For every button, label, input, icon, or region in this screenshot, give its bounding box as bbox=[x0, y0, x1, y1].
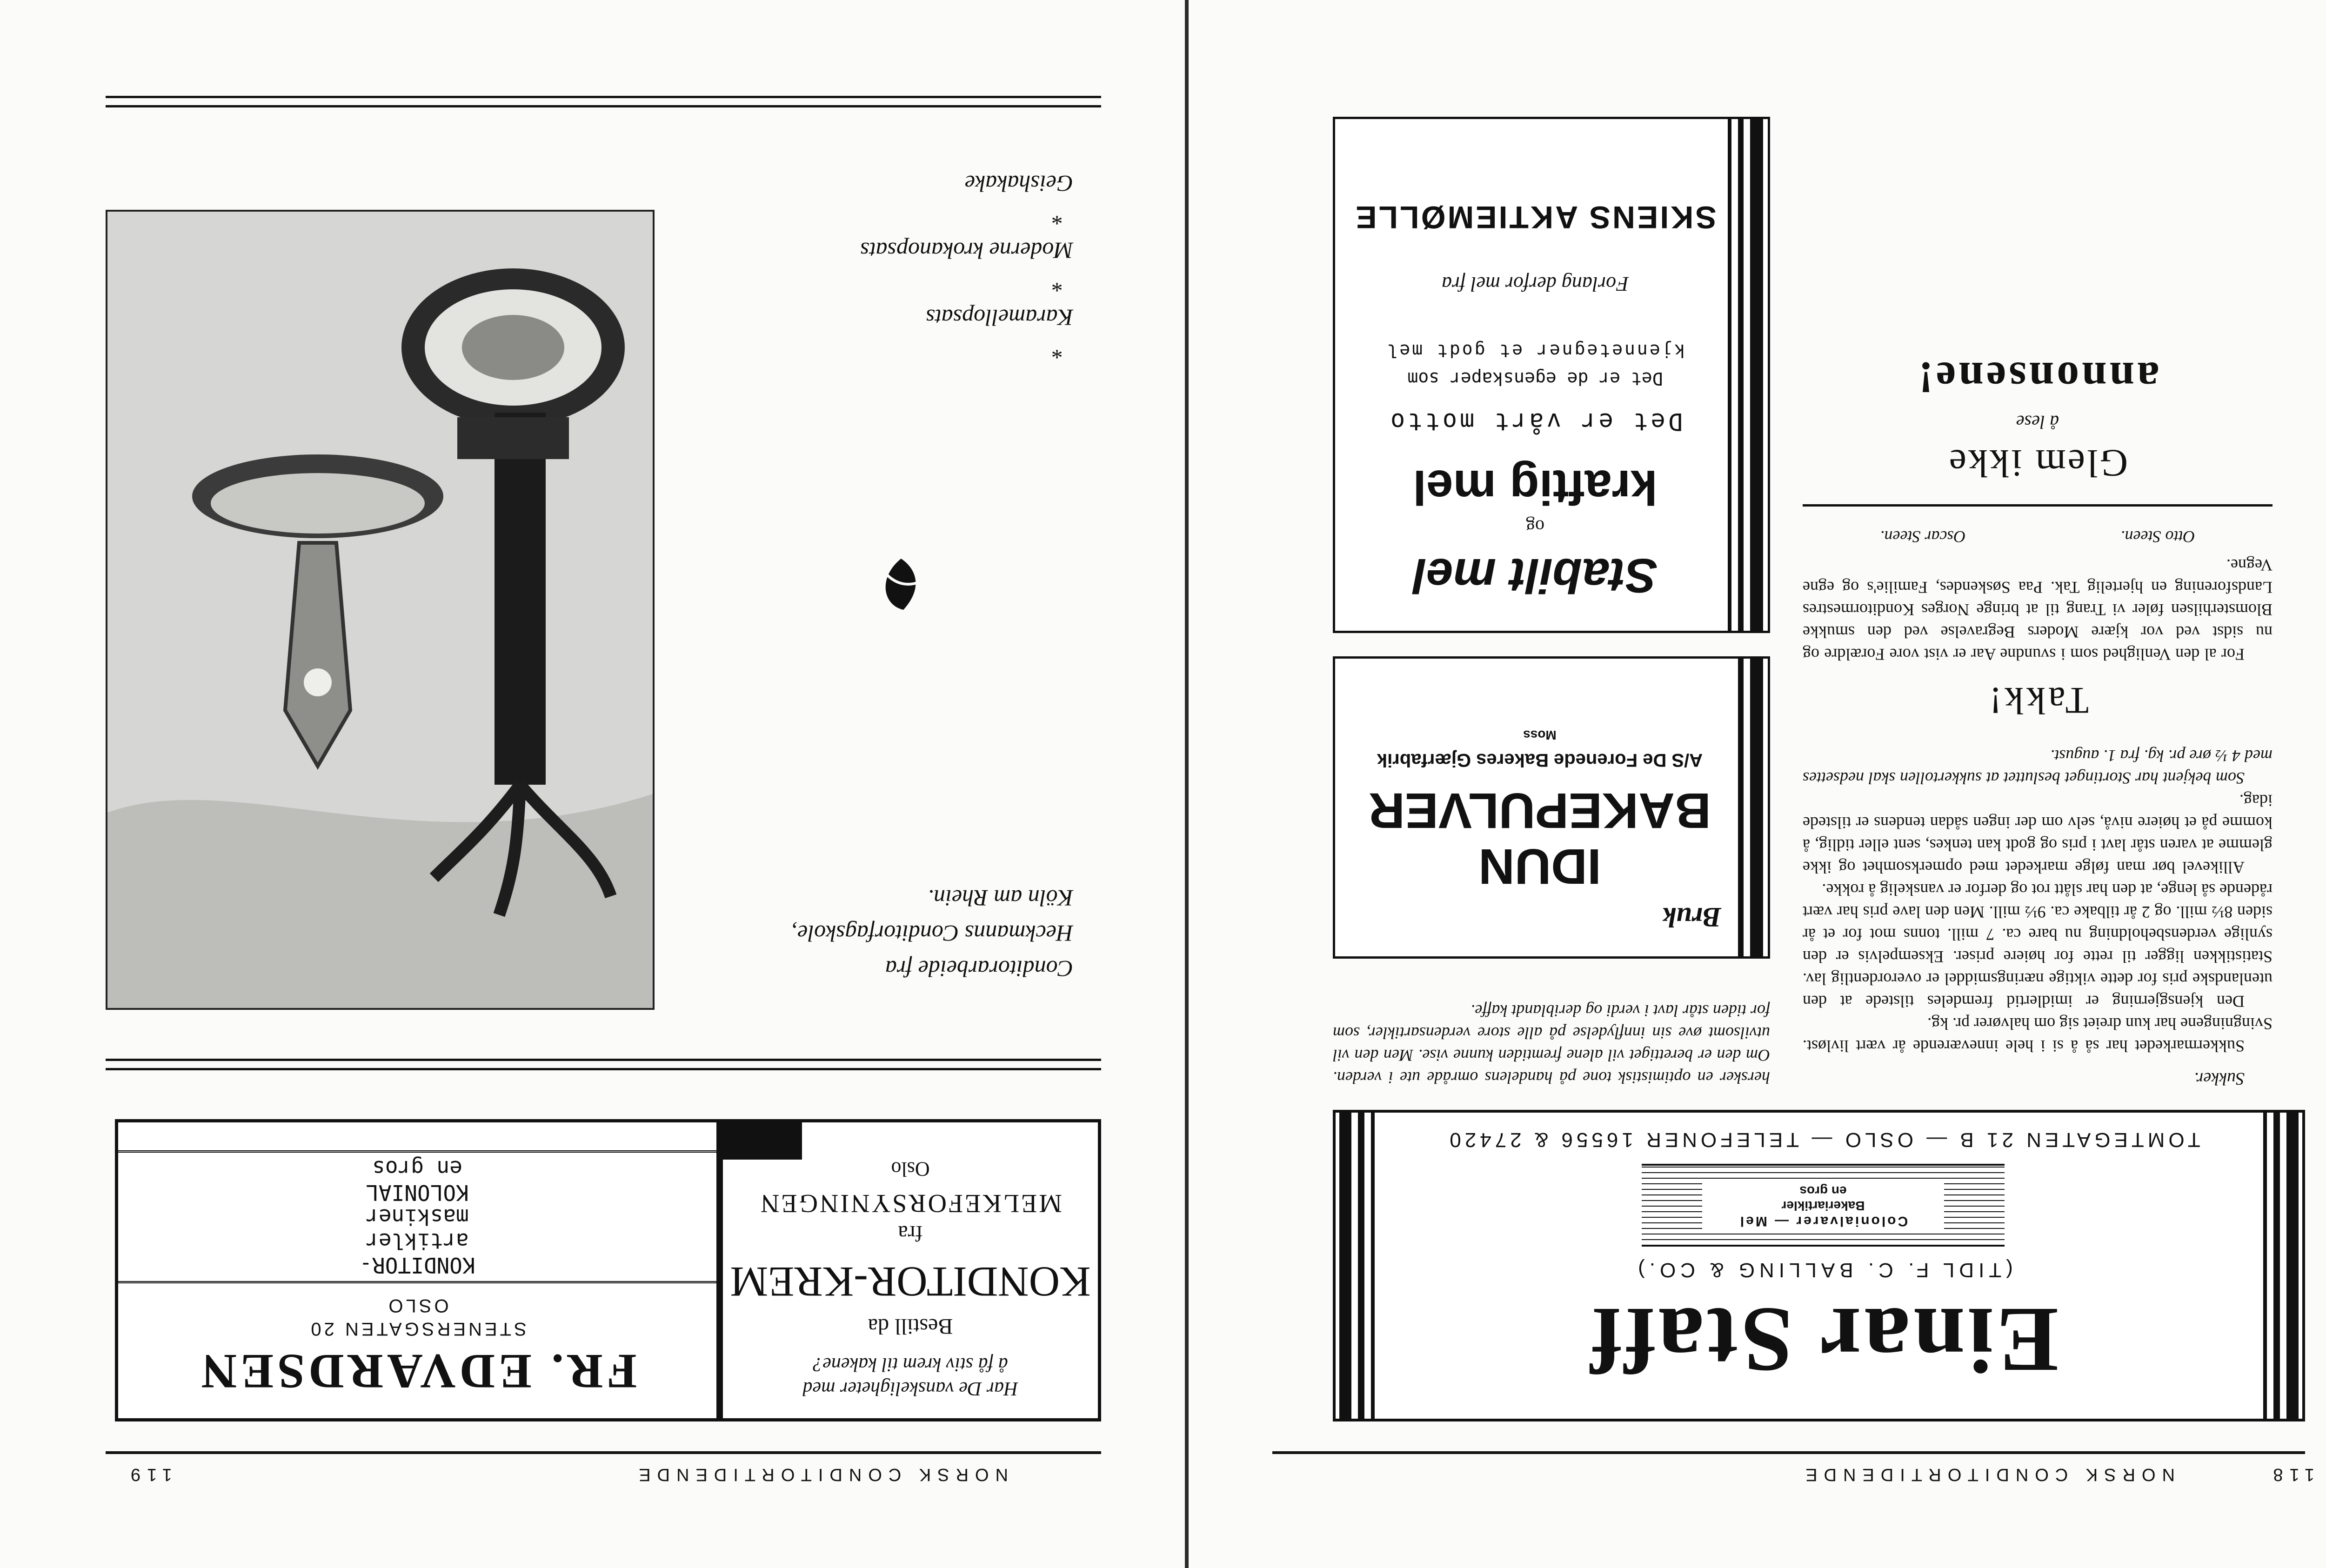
staff-ad-right-bars bbox=[1339, 1113, 1375, 1419]
glem-ikke-line2: å lese bbox=[2016, 412, 2059, 433]
item-karamellopsats: Karamellopsats bbox=[926, 305, 1073, 331]
takk-title: Takk! bbox=[1986, 680, 2089, 722]
goods-line: maskiner bbox=[366, 1204, 469, 1229]
page-number: 119 bbox=[124, 1465, 172, 1484]
krem-supplier: MELKEFORSYNINGEN bbox=[759, 1189, 1062, 1218]
column-divider bbox=[1803, 504, 2273, 507]
decorative-leaf-icon bbox=[873, 554, 934, 614]
photo-items bbox=[720, 167, 1073, 368]
skiens-line1: Stabilt mel bbox=[1413, 548, 1658, 602]
left-column bbox=[1803, 352, 2273, 1089]
edvardsen-city: OSLO bbox=[386, 1295, 449, 1316]
running-header bbox=[1384, 1464, 2314, 1484]
caption-line: Heckmanns Conditorfagskole, bbox=[791, 921, 1073, 947]
idun-ad bbox=[1333, 656, 1770, 959]
idun-brand: IDUN bbox=[1478, 839, 1601, 895]
photo-illustration bbox=[107, 212, 653, 1008]
sukker-paragraph: Allikevel bør man følge markedet med opmerksomhet og ikke glemme at varen står lavt i pris og godt kan tenkes, sent eller tidlig, å komme på et høiere nivå, selv om der ingen sådan tendens er tilstede idag. bbox=[1803, 791, 2273, 877]
staff-former-name: (TIDL F. C. BALLING & CO.) bbox=[1633, 1259, 2013, 1281]
idun-product: BAKEPULVER bbox=[1368, 783, 1711, 839]
caption-line: Köln am Rhein. bbox=[928, 885, 1073, 911]
krem-question2: å få stiv krem til kakene? bbox=[813, 1354, 1008, 1375]
krem-question1: Har De vanskeligheter med bbox=[802, 1378, 1018, 1399]
staff-goods-banner bbox=[1642, 1164, 2005, 1247]
item-geishakake: Geishakake bbox=[964, 171, 1073, 197]
edvardsen-name: FR. EDVARDSEN bbox=[197, 1344, 637, 1399]
krem-fra: fra bbox=[898, 1221, 923, 1246]
krem-corner-block bbox=[723, 1122, 802, 1160]
idun-city: Moss bbox=[1523, 728, 1557, 742]
edvardsen-ad bbox=[115, 1119, 720, 1421]
running-header bbox=[124, 1464, 1008, 1484]
skiens-ad-bars bbox=[1728, 119, 1763, 631]
skiens-ad bbox=[1333, 117, 1770, 633]
staff-goods-line2: Bakeriartikler bbox=[1781, 1199, 1865, 1213]
idun-ad-bars bbox=[1738, 659, 1763, 956]
takk-signatures bbox=[1803, 527, 2273, 547]
sukker-paragraph: Som bekjent har Stortinget besluttet at sukkertollen skal nedsettes med 4 ½ øre pr. kg. fra 1. august. bbox=[1803, 747, 2273, 787]
item-krokanopsats: Moderne krokanopsats bbox=[860, 238, 1073, 264]
sukker-article bbox=[1803, 745, 2273, 1057]
staff-ad-left-bars bbox=[2263, 1113, 2299, 1419]
krem-product: KONDITOR-KREM bbox=[730, 1258, 1091, 1306]
sukker-paragraph: Den kjensgjerning er imidlertid fremdeles tilstede at den utenlandske pris for dette viktige næringsmiddel er overordentlig lav. Statistikken ligger til rette for høiere priser. Eksempelvis er den synlige verdensbeholdning nu bare ca. 7 mill. tonns mot for et år siden 8½ mill. og 2 år tilbake ca. 9½ mill. Men den lave pris har vært rådende så lenge, at den har slått rot og derfor er vanskelig å rokke. bbox=[1803, 881, 2273, 1011]
krem-ad bbox=[720, 1119, 1101, 1421]
staff-goods-line1: Colonialvarer — Mel bbox=[1738, 1214, 1908, 1229]
idun-prefix: Bruk bbox=[1662, 902, 1721, 933]
intro-paragraph: hersker en optimistisk tone på handelens område ute i verden. Om den er berettiget vil alene fremtiden kunne vise. Men den vil utvilsomt øve sin innflydelse på alle store verdensartikler, som for tiden står lavt i verdi og deriblandt kaffe. bbox=[1333, 1001, 1770, 1087]
header-rule bbox=[106, 1451, 1101, 1454]
header-rule bbox=[1272, 1451, 2305, 1454]
bullet: * bbox=[1052, 271, 1064, 297]
photo-caption bbox=[720, 881, 1073, 987]
glem-ikke-line1: Glem ikke bbox=[1947, 441, 2128, 485]
intro-text bbox=[1333, 1000, 1770, 1089]
header-title: NORSK CONDITORTIDENDE bbox=[1799, 1465, 2175, 1484]
skiens-call: Forlang derfor mel fra bbox=[1441, 273, 1629, 295]
takk-paragraph: For al den Venlighed som i svundne Aar er vist vore Forældre og nu sidst ved vor kjære Moders Begravelse ved den smukke Blomsterhilsen føler vi Trang til at bringe Norges Konditormestres Landsforening en hjertelig Tak. Paa Søskendes, Familie's og egne Vegne. bbox=[1803, 556, 2273, 664]
skiens-motto1: Det er vårt motto bbox=[1387, 407, 1683, 435]
idun-maker: A/S De Forenede Bakeres Gjærfabrik bbox=[1377, 750, 1703, 770]
signature-oscar: Oscar Steen. bbox=[1880, 527, 1966, 546]
staff-address: TOMTEGATEN 21 B — OSLO — TELEFONER 16556 & 27420 bbox=[1446, 1128, 2200, 1151]
skiens-mill: SKIENS AKTIEMØLLE bbox=[1354, 200, 1717, 235]
skiens-line3: kraftig mel bbox=[1413, 460, 1658, 514]
edvardsen-goods bbox=[118, 1150, 716, 1283]
sukker-paragraph: Sukkermarkedet har så å si i hele inneværende år vært livløst. Svingningene har kun dreiet sig om halvører pr. kg. bbox=[1803, 1014, 2273, 1055]
krem-city: Oslo bbox=[891, 1158, 930, 1181]
goods-line: KOLONIAL bbox=[366, 1180, 469, 1205]
goods-line: en gros bbox=[372, 1156, 462, 1181]
bullet: * bbox=[1052, 338, 1064, 364]
signature-otto: Otto Steen. bbox=[2120, 527, 2195, 546]
goods-line: artikler bbox=[366, 1228, 469, 1254]
edvardsen-street: STENERSGATEN 20 bbox=[308, 1319, 527, 1339]
section-rule bbox=[106, 1068, 1101, 1070]
krem-bestill: Bestill da bbox=[868, 1314, 953, 1339]
footer-rule bbox=[106, 105, 1101, 107]
section-rule bbox=[106, 1059, 1101, 1061]
staff-goods-line3: en gros bbox=[1799, 1184, 1847, 1198]
glem-ikke-line3: annonsene! bbox=[1915, 353, 2160, 403]
skiens-line2: og bbox=[1526, 516, 1544, 537]
header-title: NORSK CONDITORTIDENDE bbox=[632, 1465, 1008, 1484]
takk-body bbox=[1803, 554, 2273, 666]
sukker-title: Sukker. bbox=[2194, 1069, 2245, 1088]
confectionery-photo bbox=[106, 210, 655, 1010]
bullet: * bbox=[1052, 204, 1064, 230]
skiens-motto2: Det er de egenskaper som bbox=[1407, 368, 1663, 389]
goods-line: KONDITOR- bbox=[359, 1253, 475, 1278]
staff-ad bbox=[1333, 1110, 2305, 1421]
footer-rule bbox=[106, 96, 1101, 98]
caption-line: Conditorarbeide fra bbox=[885, 956, 1073, 982]
page-number: 118 bbox=[2266, 1465, 2314, 1484]
page-118 bbox=[1185, 0, 2326, 1568]
skiens-motto3: kjennetegner et godt mel bbox=[1385, 340, 1685, 361]
staff-name: Einar Staff bbox=[1587, 1288, 2059, 1391]
